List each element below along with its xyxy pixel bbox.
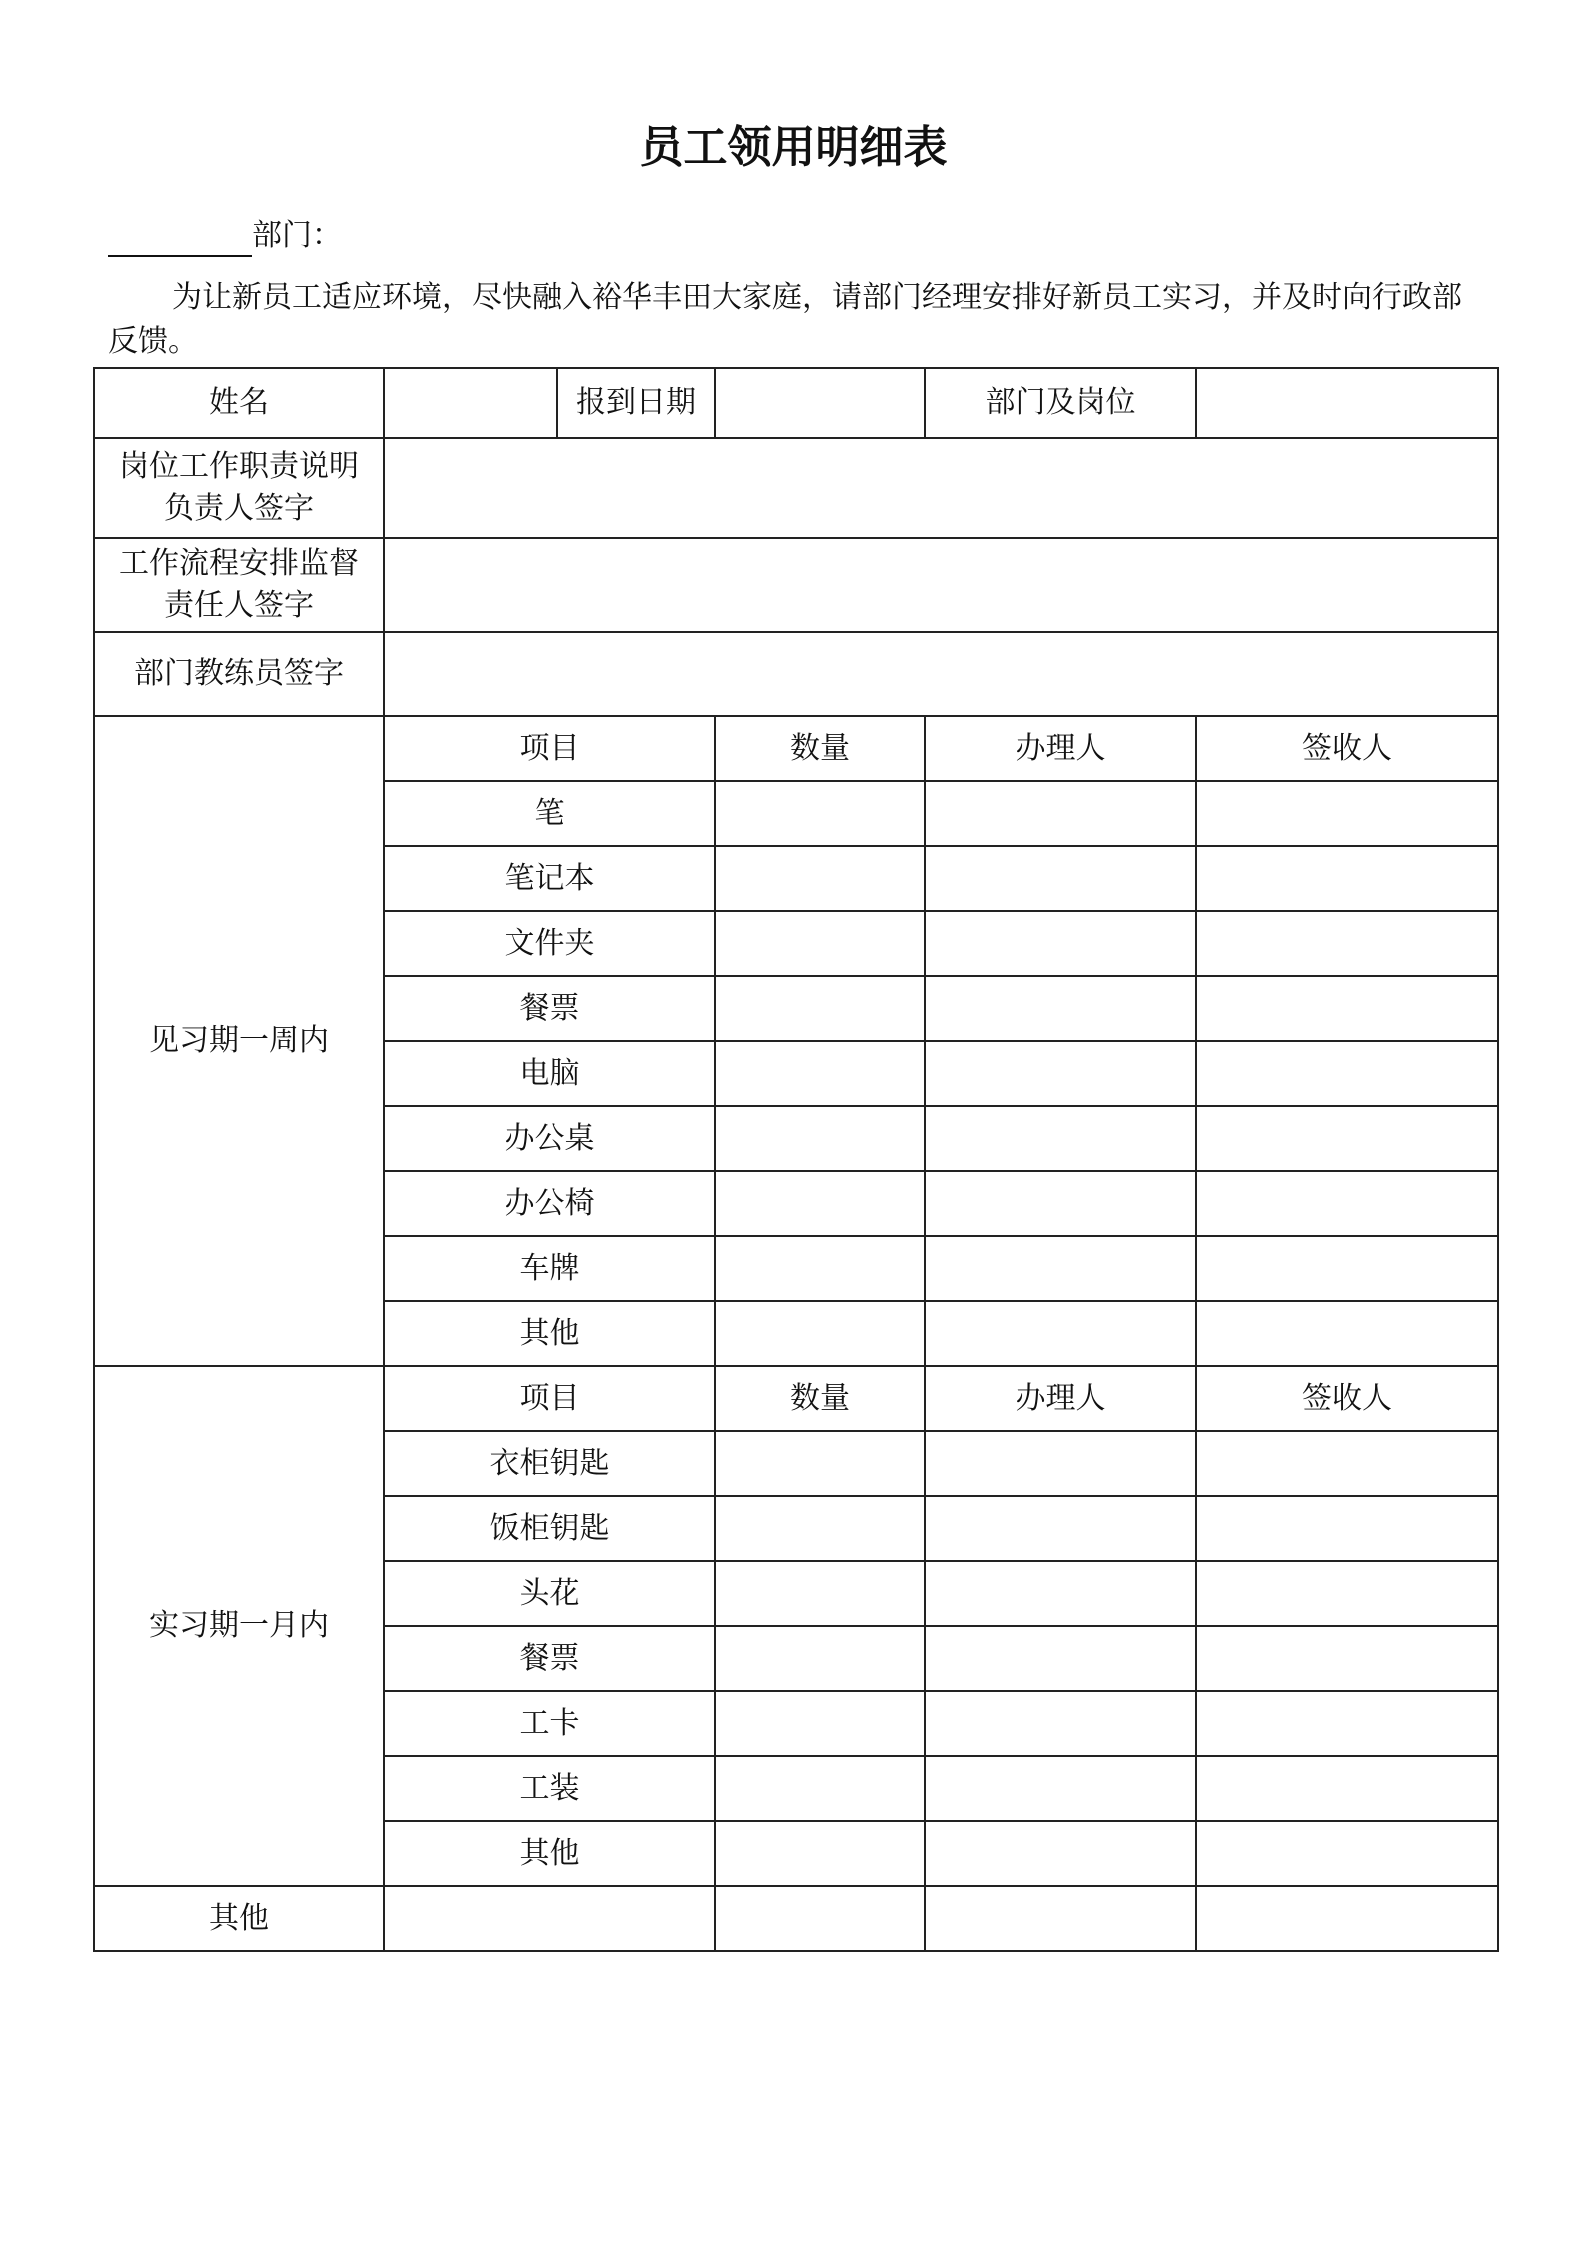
workflow-sign-field[interactable] bbox=[384, 538, 1498, 632]
department-blank[interactable] bbox=[108, 221, 252, 257]
sign-row-label bbox=[94, 538, 384, 632]
handler-cell[interactable] bbox=[925, 1041, 1196, 1106]
quantity-cell[interactable] bbox=[715, 1236, 925, 1301]
report-date-field[interactable] bbox=[715, 368, 925, 438]
intro-paragraph: 为让新员工适应环境，尽快融入裕华丰田大家庭，请部门经理安排好新员工实习，并及时向行政部反馈。 bbox=[108, 280, 1462, 359]
other-handler-cell[interactable] bbox=[925, 1886, 1196, 1951]
handler-cell[interactable] bbox=[925, 1301, 1196, 1366]
column-handler: 办理人 bbox=[925, 1366, 1196, 1431]
quantity-cell[interactable] bbox=[715, 1821, 925, 1886]
item-name: 笔 bbox=[384, 781, 715, 846]
quantity-cell[interactable] bbox=[715, 976, 925, 1041]
column-handler: 办理人 bbox=[925, 716, 1196, 781]
receiver-cell[interactable] bbox=[1196, 1756, 1498, 1821]
receiver-cell[interactable] bbox=[1196, 976, 1498, 1041]
item-name: 办公椅 bbox=[384, 1171, 715, 1236]
receiver-cell[interactable] bbox=[1196, 1171, 1498, 1236]
item-name: 其他 bbox=[384, 1821, 715, 1886]
item-name: 其他 bbox=[384, 1301, 715, 1366]
quantity-cell[interactable] bbox=[715, 846, 925, 911]
column-receiver: 签收人 bbox=[1196, 1366, 1498, 1431]
item-name: 电脑 bbox=[384, 1041, 715, 1106]
quantity-cell[interactable] bbox=[715, 1431, 925, 1496]
receiver-cell[interactable] bbox=[1196, 1301, 1498, 1366]
receiver-cell[interactable] bbox=[1196, 846, 1498, 911]
receiver-cell[interactable] bbox=[1196, 1691, 1498, 1756]
other-quantity-cell[interactable] bbox=[715, 1886, 925, 1951]
name-label: 姓名 bbox=[94, 368, 384, 438]
sign-row-label-line2: 责任人签字 bbox=[164, 588, 314, 623]
other-row bbox=[94, 1886, 1498, 1951]
column-receiver: 签收人 bbox=[1196, 716, 1498, 781]
item-name: 车牌 bbox=[384, 1236, 715, 1301]
receiver-cell[interactable] bbox=[1196, 1431, 1498, 1496]
requisition-table bbox=[93, 367, 1499, 1952]
receiver-cell[interactable] bbox=[1196, 1041, 1498, 1106]
handler-cell[interactable] bbox=[925, 1236, 1196, 1301]
basic-info-row bbox=[94, 368, 1498, 438]
quantity-cell[interactable] bbox=[715, 1171, 925, 1236]
item-name: 笔记本 bbox=[384, 846, 715, 911]
handler-cell[interactable] bbox=[925, 1431, 1196, 1496]
sign-row-label-line1: 部门教练员签字 bbox=[134, 656, 344, 691]
item-name: 办公桌 bbox=[384, 1106, 715, 1171]
department-line bbox=[108, 215, 342, 257]
handler-cell[interactable] bbox=[925, 1496, 1196, 1561]
sign-row-label bbox=[94, 438, 384, 538]
quantity-cell[interactable] bbox=[715, 1626, 925, 1691]
other-item-cell[interactable] bbox=[384, 1886, 715, 1951]
dept-position-label: 部门及岗位 bbox=[925, 368, 1196, 438]
intern-month-label: 实习期一月内 bbox=[94, 1366, 384, 1886]
item-name: 文件夹 bbox=[384, 911, 715, 976]
item-name: 工装 bbox=[384, 1756, 715, 1821]
coach-sign-field[interactable] bbox=[384, 632, 1498, 716]
handler-cell[interactable] bbox=[925, 1626, 1196, 1691]
handler-cell[interactable] bbox=[925, 1171, 1196, 1236]
department-label: 部门： bbox=[252, 218, 342, 253]
sign-row bbox=[94, 438, 1498, 538]
column-quantity: 数量 bbox=[715, 716, 925, 781]
sign-row-label-line1: 工作流程安排监督 bbox=[119, 546, 359, 581]
trainee-week-label: 见习期一周内 bbox=[94, 716, 384, 1366]
handler-cell[interactable] bbox=[925, 1691, 1196, 1756]
name-field[interactable] bbox=[384, 368, 557, 438]
handler-cell[interactable] bbox=[925, 1561, 1196, 1626]
column-item: 项目 bbox=[384, 1366, 715, 1431]
receiver-cell[interactable] bbox=[1196, 781, 1498, 846]
handler-cell[interactable] bbox=[925, 976, 1196, 1041]
receiver-cell[interactable] bbox=[1196, 1821, 1498, 1886]
handler-cell[interactable] bbox=[925, 1756, 1196, 1821]
quantity-cell[interactable] bbox=[715, 1106, 925, 1171]
dept-position-field[interactable] bbox=[1196, 368, 1498, 438]
quantity-cell[interactable] bbox=[715, 781, 925, 846]
report-date-label: 报到日期 bbox=[557, 368, 715, 438]
receiver-cell[interactable] bbox=[1196, 1236, 1498, 1301]
handler-cell[interactable] bbox=[925, 1821, 1196, 1886]
handler-cell[interactable] bbox=[925, 911, 1196, 976]
column-header-row bbox=[94, 716, 1498, 781]
quantity-cell[interactable] bbox=[715, 1041, 925, 1106]
handler-cell[interactable] bbox=[925, 1106, 1196, 1171]
sign-row-label bbox=[94, 632, 384, 716]
quantity-cell[interactable] bbox=[715, 1561, 925, 1626]
receiver-cell[interactable] bbox=[1196, 1106, 1498, 1171]
other-row-label: 其他 bbox=[94, 1886, 384, 1951]
quantity-cell[interactable] bbox=[715, 1691, 925, 1756]
sign-row-label-line1: 岗位工作职责说明 bbox=[119, 449, 359, 484]
sign-row-label-line2: 负责人签字 bbox=[164, 491, 314, 526]
quantity-cell[interactable] bbox=[715, 1301, 925, 1366]
column-quantity: 数量 bbox=[715, 1366, 925, 1431]
handler-cell[interactable] bbox=[925, 781, 1196, 846]
item-name: 头花 bbox=[384, 1561, 715, 1626]
sign-row bbox=[94, 538, 1498, 632]
sign-row bbox=[94, 632, 1498, 716]
handler-cell[interactable] bbox=[925, 846, 1196, 911]
column-item: 项目 bbox=[384, 716, 715, 781]
item-name: 工卡 bbox=[384, 1691, 715, 1756]
item-name: 饭柜钥匙 bbox=[384, 1496, 715, 1561]
item-name: 餐票 bbox=[384, 976, 715, 1041]
other-receiver-cell[interactable] bbox=[1196, 1886, 1498, 1951]
item-name: 衣柜钥匙 bbox=[384, 1431, 715, 1496]
item-name: 餐票 bbox=[384, 1626, 715, 1691]
quantity-cell[interactable] bbox=[715, 1496, 925, 1561]
receiver-cell[interactable] bbox=[1196, 911, 1498, 976]
duty-sign-field[interactable] bbox=[384, 438, 1498, 538]
quantity-cell[interactable] bbox=[715, 1756, 925, 1821]
quantity-cell[interactable] bbox=[715, 911, 925, 976]
receiver-cell[interactable] bbox=[1196, 1496, 1498, 1561]
receiver-cell[interactable] bbox=[1196, 1561, 1498, 1626]
receiver-cell[interactable] bbox=[1196, 1626, 1498, 1691]
column-header-row bbox=[94, 1366, 1498, 1431]
page-title: 员工领用明细表 bbox=[639, 122, 948, 173]
